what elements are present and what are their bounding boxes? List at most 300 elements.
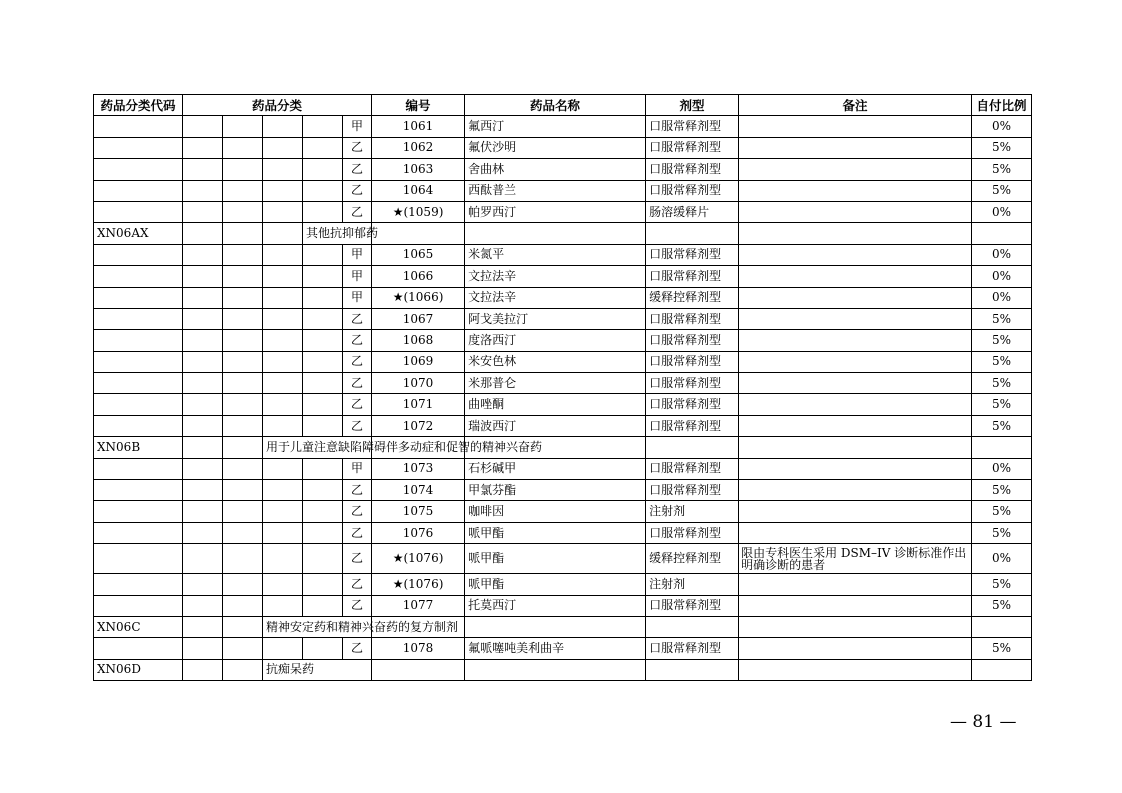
ratio-cell: 5% bbox=[972, 522, 1032, 543]
table-row bbox=[94, 244, 1032, 265]
drug-name-cell: 帕罗西汀 bbox=[465, 201, 646, 222]
remark-cell bbox=[739, 616, 972, 637]
dosage-form-cell bbox=[646, 659, 739, 680]
category-level-cell bbox=[303, 287, 343, 308]
category-level-cell bbox=[183, 180, 223, 201]
remark-cell bbox=[739, 638, 972, 659]
category-level-cell bbox=[223, 223, 263, 244]
number-cell: 1071 bbox=[372, 394, 465, 415]
remark-cell bbox=[739, 330, 972, 351]
drug-name-cell: 哌甲酯 bbox=[465, 544, 646, 574]
ratio-cell bbox=[972, 659, 1032, 680]
dosage-form-cell: 口服常释剂型 bbox=[646, 522, 739, 543]
number-cell bbox=[372, 223, 465, 244]
drug-name-cell: 米安色林 bbox=[465, 351, 646, 372]
category-level-cell bbox=[183, 659, 223, 680]
dosage-form-cell: 缓释控释剂型 bbox=[646, 544, 739, 574]
category-row bbox=[94, 616, 1032, 637]
table-row bbox=[94, 480, 1032, 501]
category-level-cell bbox=[223, 458, 263, 479]
number-cell bbox=[372, 659, 465, 680]
category-level-cell bbox=[223, 544, 263, 574]
category-level-cell bbox=[303, 159, 343, 180]
category-level-cell bbox=[223, 373, 263, 394]
category-level-cell bbox=[183, 480, 223, 501]
category-level-cell bbox=[263, 501, 303, 522]
number-cell: ★(1076) bbox=[372, 544, 465, 574]
code-cell bbox=[94, 458, 183, 479]
table-row bbox=[94, 544, 1032, 574]
remark-cell bbox=[739, 415, 972, 436]
category-level-cell bbox=[263, 116, 303, 137]
grade-cell: 乙 bbox=[343, 501, 372, 522]
category-level-cell bbox=[223, 595, 263, 616]
category-level-cell bbox=[223, 308, 263, 329]
category-level-cell bbox=[183, 351, 223, 372]
ratio-cell: 0% bbox=[972, 244, 1032, 265]
drug-name-cell: 度洛西汀 bbox=[465, 330, 646, 351]
ratio-cell bbox=[972, 437, 1032, 458]
category-row bbox=[94, 223, 1032, 244]
table-row bbox=[94, 330, 1032, 351]
ratio-cell: 0% bbox=[972, 266, 1032, 287]
grade-cell: 乙 bbox=[343, 415, 372, 436]
category-level-cell bbox=[183, 330, 223, 351]
ratio-cell bbox=[972, 223, 1032, 244]
category-level-cell bbox=[183, 223, 223, 244]
category-level-cell bbox=[263, 244, 303, 265]
number-cell: 1066 bbox=[372, 266, 465, 287]
number-cell: 1076 bbox=[372, 522, 465, 543]
category-level-cell bbox=[183, 373, 223, 394]
dosage-form-cell: 口服常释剂型 bbox=[646, 458, 739, 479]
code-cell bbox=[94, 501, 183, 522]
dosage-form-cell: 注射剂 bbox=[646, 501, 739, 522]
category-level-cell bbox=[223, 638, 263, 659]
category-level-cell bbox=[183, 638, 223, 659]
category-level-cell bbox=[303, 501, 343, 522]
category-level-cell bbox=[263, 544, 303, 574]
remark-cell bbox=[739, 522, 972, 543]
number-cell: ★(1076) bbox=[372, 574, 465, 595]
table-row bbox=[94, 373, 1032, 394]
dosage-form-cell bbox=[646, 223, 739, 244]
category-code-cell: XN06B bbox=[94, 437, 183, 458]
category-level-cell bbox=[223, 501, 263, 522]
category-level-cell bbox=[303, 116, 343, 137]
category-level-cell bbox=[303, 415, 343, 436]
category-level-cell bbox=[183, 137, 223, 158]
category-level-cell bbox=[303, 544, 343, 574]
remark-cell bbox=[739, 458, 972, 479]
header-number: 编号 bbox=[372, 95, 465, 116]
dosage-form-cell: 口服常释剂型 bbox=[646, 638, 739, 659]
header-remark: 备注 bbox=[739, 95, 972, 116]
header-category: 药品分类 bbox=[183, 95, 372, 116]
category-level-cell bbox=[183, 266, 223, 287]
category-level-cell bbox=[263, 201, 303, 222]
number-cell: 1077 bbox=[372, 595, 465, 616]
category-level-cell bbox=[263, 574, 303, 595]
grade-cell: 甲 bbox=[343, 244, 372, 265]
ratio-cell: 0% bbox=[972, 116, 1032, 137]
category-level-cell bbox=[223, 616, 263, 637]
dosage-form-cell: 口服常释剂型 bbox=[646, 480, 739, 501]
code-cell bbox=[94, 244, 183, 265]
remark-cell bbox=[739, 595, 972, 616]
category-level-cell bbox=[223, 437, 263, 458]
table-row bbox=[94, 458, 1032, 479]
ratio-cell: 0% bbox=[972, 458, 1032, 479]
table-body bbox=[94, 116, 1032, 681]
code-cell bbox=[94, 308, 183, 329]
number-cell: 1075 bbox=[372, 501, 465, 522]
table-row bbox=[94, 180, 1032, 201]
grade-cell: 乙 bbox=[343, 595, 372, 616]
category-level-cell bbox=[183, 501, 223, 522]
category-level-cell bbox=[263, 638, 303, 659]
remark-cell bbox=[739, 223, 972, 244]
table-row bbox=[94, 351, 1032, 372]
dosage-form-cell: 缓释控释剂型 bbox=[646, 287, 739, 308]
ratio-cell bbox=[972, 616, 1032, 637]
grade-cell: 乙 bbox=[343, 373, 372, 394]
table-row bbox=[94, 638, 1032, 659]
category-label-cell: 抗痴呆药 bbox=[263, 659, 372, 680]
ratio-cell: 5% bbox=[972, 180, 1032, 201]
code-cell bbox=[94, 180, 183, 201]
grade-cell: 乙 bbox=[343, 394, 372, 415]
category-level-cell bbox=[303, 480, 343, 501]
category-level-cell bbox=[263, 308, 303, 329]
category-level-cell bbox=[263, 480, 303, 501]
category-level-cell bbox=[303, 244, 343, 265]
remark-cell bbox=[739, 201, 972, 222]
drug-name-cell: 文拉法辛 bbox=[465, 266, 646, 287]
category-level-cell bbox=[183, 116, 223, 137]
category-level-cell bbox=[223, 287, 263, 308]
remark-cell bbox=[739, 180, 972, 201]
code-cell bbox=[94, 373, 183, 394]
category-code-cell: XN06C bbox=[94, 616, 183, 637]
dosage-form-cell: 口服常释剂型 bbox=[646, 308, 739, 329]
dosage-form-cell: 口服常释剂型 bbox=[646, 394, 739, 415]
ratio-cell: 5% bbox=[972, 394, 1032, 415]
table-row bbox=[94, 287, 1032, 308]
category-level-cell bbox=[303, 638, 343, 659]
category-level-cell bbox=[303, 458, 343, 479]
drug-name-cell: 托莫西汀 bbox=[465, 595, 646, 616]
code-cell bbox=[94, 201, 183, 222]
remark-cell bbox=[739, 137, 972, 158]
category-label-cell: 其他抗抑郁药 bbox=[303, 223, 372, 244]
code-cell bbox=[94, 266, 183, 287]
grade-cell: 乙 bbox=[343, 180, 372, 201]
grade-cell: 乙 bbox=[343, 351, 372, 372]
ratio-cell: 5% bbox=[972, 501, 1032, 522]
remark-cell bbox=[739, 394, 972, 415]
header-name: 药品名称 bbox=[465, 95, 646, 116]
number-cell: 1078 bbox=[372, 638, 465, 659]
category-level-cell bbox=[303, 351, 343, 372]
drug-name-cell bbox=[465, 223, 646, 244]
dosage-form-cell: 肠溶缓释片 bbox=[646, 201, 739, 222]
category-row bbox=[94, 659, 1032, 680]
category-level-cell bbox=[183, 544, 223, 574]
drug-name-cell: 西酞普兰 bbox=[465, 180, 646, 201]
table-row bbox=[94, 501, 1032, 522]
category-level-cell bbox=[223, 574, 263, 595]
drug-name-cell: 咖啡因 bbox=[465, 501, 646, 522]
dosage-form-cell: 口服常释剂型 bbox=[646, 244, 739, 265]
category-label-cell: 精神安定药和精神兴奋药的复方制剂 bbox=[263, 616, 372, 637]
dosage-form-cell: 口服常释剂型 bbox=[646, 266, 739, 287]
category-level-cell bbox=[183, 595, 223, 616]
category-level-cell bbox=[303, 595, 343, 616]
dosage-form-cell: 注射剂 bbox=[646, 574, 739, 595]
ratio-cell: 5% bbox=[972, 595, 1032, 616]
category-level-cell bbox=[223, 201, 263, 222]
drug-name-cell: 曲唑酮 bbox=[465, 394, 646, 415]
remark-cell: 限由专科医生采用 DSM–IV 诊断标准作出明确诊断的患者 bbox=[739, 544, 972, 574]
drug-name-cell bbox=[465, 659, 646, 680]
drug-name-cell: 文拉法辛 bbox=[465, 287, 646, 308]
ratio-cell: 5% bbox=[972, 330, 1032, 351]
category-level-cell bbox=[223, 394, 263, 415]
number-cell: ★(1059) bbox=[372, 201, 465, 222]
number-cell: 1070 bbox=[372, 373, 465, 394]
dosage-form-cell: 口服常释剂型 bbox=[646, 116, 739, 137]
category-level-cell bbox=[263, 266, 303, 287]
number-cell: 1061 bbox=[372, 116, 465, 137]
drug-name-cell: 氟伏沙明 bbox=[465, 137, 646, 158]
category-level-cell bbox=[183, 616, 223, 637]
category-level-cell bbox=[183, 159, 223, 180]
category-level-cell bbox=[183, 574, 223, 595]
category-level-cell bbox=[263, 394, 303, 415]
drug-name-cell: 甲氯芬酯 bbox=[465, 480, 646, 501]
dosage-form-cell: 口服常释剂型 bbox=[646, 373, 739, 394]
table-row bbox=[94, 159, 1032, 180]
category-level-cell bbox=[223, 244, 263, 265]
category-level-cell bbox=[183, 437, 223, 458]
table-row bbox=[94, 415, 1032, 436]
category-level-cell bbox=[183, 287, 223, 308]
header-ratio: 自付比例 bbox=[972, 95, 1032, 116]
category-level-cell bbox=[263, 287, 303, 308]
code-cell bbox=[94, 351, 183, 372]
dosage-form-cell: 口服常释剂型 bbox=[646, 351, 739, 372]
category-level-cell bbox=[183, 308, 223, 329]
remark-cell bbox=[739, 266, 972, 287]
ratio-cell: 5% bbox=[972, 373, 1032, 394]
category-level-cell bbox=[223, 522, 263, 543]
category-level-cell bbox=[303, 137, 343, 158]
remark-cell bbox=[739, 308, 972, 329]
category-level-cell bbox=[183, 201, 223, 222]
code-cell bbox=[94, 287, 183, 308]
drug-table bbox=[93, 94, 1032, 681]
category-level-cell bbox=[223, 266, 263, 287]
table-row bbox=[94, 116, 1032, 137]
remark-cell bbox=[739, 287, 972, 308]
remark-cell bbox=[739, 244, 972, 265]
category-level-cell bbox=[183, 458, 223, 479]
dosage-form-cell: 口服常释剂型 bbox=[646, 137, 739, 158]
ratio-cell: 5% bbox=[972, 137, 1032, 158]
category-level-cell bbox=[263, 137, 303, 158]
category-level-cell bbox=[263, 373, 303, 394]
drug-name-cell: 石杉碱甲 bbox=[465, 458, 646, 479]
category-level-cell bbox=[183, 244, 223, 265]
dosage-form-cell bbox=[646, 437, 739, 458]
category-level-cell bbox=[263, 458, 303, 479]
table-row bbox=[94, 394, 1032, 415]
number-cell: 1062 bbox=[372, 137, 465, 158]
dosage-form-cell: 口服常释剂型 bbox=[646, 180, 739, 201]
remark-cell bbox=[739, 437, 972, 458]
category-level-cell bbox=[303, 201, 343, 222]
category-level-cell bbox=[303, 266, 343, 287]
ratio-cell: 5% bbox=[972, 159, 1032, 180]
grade-cell: 甲 bbox=[343, 116, 372, 137]
code-cell bbox=[94, 480, 183, 501]
grade-cell: 甲 bbox=[343, 266, 372, 287]
category-level-cell bbox=[223, 116, 263, 137]
drug-name-cell: 瑞波西汀 bbox=[465, 415, 646, 436]
grade-cell: 乙 bbox=[343, 480, 372, 501]
ratio-cell: 5% bbox=[972, 638, 1032, 659]
dosage-form-cell: 口服常释剂型 bbox=[646, 159, 739, 180]
ratio-cell: 0% bbox=[972, 544, 1032, 574]
header-form: 剂型 bbox=[646, 95, 739, 116]
ratio-cell: 5% bbox=[972, 415, 1032, 436]
table-row bbox=[94, 574, 1032, 595]
category-level-cell bbox=[263, 415, 303, 436]
category-level-cell bbox=[303, 180, 343, 201]
remark-cell bbox=[739, 659, 972, 680]
code-cell bbox=[94, 330, 183, 351]
number-cell: 1067 bbox=[372, 308, 465, 329]
number-cell: 1069 bbox=[372, 351, 465, 372]
category-level-cell bbox=[223, 351, 263, 372]
remark-cell bbox=[739, 373, 972, 394]
category-level-cell bbox=[183, 394, 223, 415]
number-cell: 1072 bbox=[372, 415, 465, 436]
category-level-cell bbox=[303, 308, 343, 329]
drug-name-cell: 哌甲酯 bbox=[465, 522, 646, 543]
drug-name-cell: 氟哌噻吨美利曲辛 bbox=[465, 638, 646, 659]
category-code-cell: XN06D bbox=[94, 659, 183, 680]
code-cell bbox=[94, 638, 183, 659]
category-level-cell bbox=[263, 180, 303, 201]
dosage-form-cell: 口服常释剂型 bbox=[646, 415, 739, 436]
page-number: — 81 — bbox=[950, 712, 1017, 732]
dosage-form-cell: 口服常释剂型 bbox=[646, 595, 739, 616]
drug-name-cell bbox=[465, 616, 646, 637]
table-header-row bbox=[94, 95, 1032, 116]
number-cell: 1063 bbox=[372, 159, 465, 180]
grade-cell: 乙 bbox=[343, 574, 372, 595]
number-cell: 1073 bbox=[372, 458, 465, 479]
category-level-cell bbox=[223, 180, 263, 201]
grade-cell: 乙 bbox=[343, 201, 372, 222]
grade-cell: 甲 bbox=[343, 287, 372, 308]
category-level-cell bbox=[263, 595, 303, 616]
category-level-cell bbox=[223, 330, 263, 351]
drug-name-cell: 阿戈美拉汀 bbox=[465, 308, 646, 329]
dosage-form-cell bbox=[646, 616, 739, 637]
code-cell bbox=[94, 522, 183, 543]
number-cell: 1074 bbox=[372, 480, 465, 501]
ratio-cell: 0% bbox=[972, 201, 1032, 222]
remark-cell bbox=[739, 351, 972, 372]
code-cell bbox=[94, 137, 183, 158]
remark-cell bbox=[739, 574, 972, 595]
grade-cell: 乙 bbox=[343, 638, 372, 659]
drug-name-cell: 氟西汀 bbox=[465, 116, 646, 137]
ratio-cell: 5% bbox=[972, 308, 1032, 329]
table-row bbox=[94, 266, 1032, 287]
table-row bbox=[94, 595, 1032, 616]
ratio-cell: 5% bbox=[972, 480, 1032, 501]
drug-name-cell: 舍曲林 bbox=[465, 159, 646, 180]
table-row bbox=[94, 522, 1032, 543]
grade-cell: 乙 bbox=[343, 544, 372, 574]
category-level-cell bbox=[303, 373, 343, 394]
code-cell bbox=[94, 415, 183, 436]
category-level-cell bbox=[223, 159, 263, 180]
ratio-cell: 5% bbox=[972, 351, 1032, 372]
number-cell: 1068 bbox=[372, 330, 465, 351]
number-cell: 1065 bbox=[372, 244, 465, 265]
category-level-cell bbox=[303, 394, 343, 415]
table-row bbox=[94, 137, 1032, 158]
category-level-cell bbox=[263, 522, 303, 543]
category-level-cell bbox=[183, 522, 223, 543]
table-row bbox=[94, 201, 1032, 222]
grade-cell: 乙 bbox=[343, 330, 372, 351]
drug-name-cell: 哌甲酯 bbox=[465, 574, 646, 595]
code-cell bbox=[94, 394, 183, 415]
category-code-cell: XN06AX bbox=[94, 223, 183, 244]
category-level-cell bbox=[303, 522, 343, 543]
category-row bbox=[94, 437, 1032, 458]
category-level-cell bbox=[263, 159, 303, 180]
code-cell bbox=[94, 116, 183, 137]
category-level-cell bbox=[223, 137, 263, 158]
category-level-cell bbox=[263, 351, 303, 372]
category-level-cell bbox=[303, 330, 343, 351]
grade-cell: 乙 bbox=[343, 522, 372, 543]
code-cell bbox=[94, 574, 183, 595]
dosage-form-cell: 口服常释剂型 bbox=[646, 330, 739, 351]
table-row bbox=[94, 308, 1032, 329]
drug-name-cell: 米氮平 bbox=[465, 244, 646, 265]
category-level-cell bbox=[223, 480, 263, 501]
category-level-cell bbox=[303, 574, 343, 595]
grade-cell: 乙 bbox=[343, 308, 372, 329]
grade-cell: 甲 bbox=[343, 458, 372, 479]
grade-cell: 乙 bbox=[343, 137, 372, 158]
category-level-cell bbox=[263, 223, 303, 244]
remark-cell bbox=[739, 501, 972, 522]
category-label-cell: 用于儿童注意缺陷障碍伴多动症和促智的精神兴奋药 bbox=[263, 437, 372, 458]
number-cell: ★(1066) bbox=[372, 287, 465, 308]
header-code: 药品分类代码 bbox=[94, 95, 183, 116]
category-level-cell bbox=[263, 330, 303, 351]
ratio-cell: 5% bbox=[972, 574, 1032, 595]
